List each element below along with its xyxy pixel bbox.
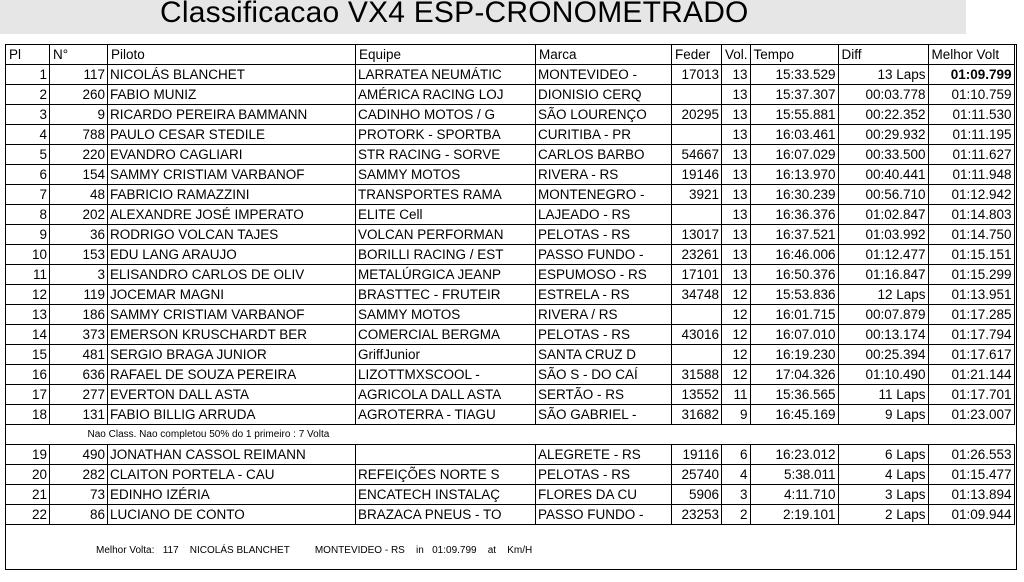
cell-number: 154 <box>50 165 108 185</box>
table-row <box>6 505 1015 525</box>
cell-marca: MONTEVIDEO - <box>536 65 672 85</box>
cell-equipe: SAMMY MOTOS <box>356 305 536 325</box>
table-row <box>6 245 1015 265</box>
not-classified-note-section <box>6 425 1015 445</box>
cell-number: 788 <box>50 125 108 145</box>
cell-melhor-volta: 01:17.617 <box>928 345 1014 365</box>
cell-feder: 54667 <box>672 145 722 165</box>
table-row <box>6 225 1015 245</box>
cell-tempo: 16:36.376 <box>750 205 838 225</box>
cell-melhor-volta: 01:17.701 <box>928 385 1014 405</box>
cell-pl: 13 <box>6 305 50 325</box>
cell-equipe: TRANSPORTES RAMA <box>356 185 536 205</box>
cell-voltas: 13 <box>722 65 751 85</box>
cell-piloto: ALEXANDRE JOSÉ IMPERATO <box>108 205 356 225</box>
cell-voltas: 12 <box>722 285 751 305</box>
cell-voltas: 3 <box>722 485 751 505</box>
cell-melhor-volta: 01:15.299 <box>928 265 1014 285</box>
cell-piloto: EVERTON DALL ASTA <box>108 385 356 405</box>
cell-melhor-volta: 01:15.151 <box>928 245 1014 265</box>
cell-number: 490 <box>50 445 108 465</box>
cell-feder <box>672 85 722 105</box>
cell-number: 9 <box>50 105 108 125</box>
best-lap-at: at <box>487 545 497 556</box>
cell-pl: 9 <box>6 225 50 245</box>
cell-feder: 17013 <box>672 65 722 85</box>
not-classified-rows <box>6 445 1015 525</box>
best-lap-unit: Km/H <box>507 545 533 556</box>
cell-equipe: REFEIÇÕES NORTE S <box>356 465 536 485</box>
cell-number: 202 <box>50 205 108 225</box>
cell-voltas: 13 <box>722 125 751 145</box>
table-row <box>6 465 1015 485</box>
cell-piloto: SERGIO BRAGA JUNIOR <box>108 345 356 365</box>
cell-voltas: 4 <box>722 465 751 485</box>
cell-diff: 9 Laps <box>838 405 928 425</box>
cell-diff: 01:02.847 <box>838 205 928 225</box>
cell-number: 3 <box>50 265 108 285</box>
cell-pl: 6 <box>6 165 50 185</box>
cell-diff: 00:56.710 <box>838 185 928 205</box>
cell-piloto: FABRICIO RAMAZZINI <box>108 185 356 205</box>
cell-tempo: 16:50.376 <box>750 265 838 285</box>
cell-tempo: 16:30.239 <box>750 185 838 205</box>
cell-diff: 00:33.500 <box>838 145 928 165</box>
cell-feder <box>672 345 722 365</box>
table-row <box>6 325 1015 345</box>
cell-equipe: AGRICOLA DALL ASTA <box>356 385 536 405</box>
cell-number: 282 <box>50 465 108 485</box>
cell-pl: 4 <box>6 125 50 145</box>
cell-equipe: STR RACING - SORVE <box>356 145 536 165</box>
cell-pl: 18 <box>6 405 50 425</box>
cell-tempo: 16:07.029 <box>750 145 838 165</box>
cell-marca: SÃO GABRIEL - <box>536 405 672 425</box>
cell-voltas: 13 <box>722 145 751 165</box>
cell-diff: 01:12.477 <box>838 245 928 265</box>
cell-diff: 6 Laps <box>838 445 928 465</box>
cell-tempo: 5:38.011 <box>750 465 838 485</box>
cell-diff: 00:22.352 <box>838 105 928 125</box>
cell-number: 636 <box>50 365 108 385</box>
cell-melhor-volta: 01:12.942 <box>928 185 1014 205</box>
table-row <box>6 65 1015 85</box>
cell-voltas: 13 <box>722 205 751 225</box>
cell-number: 73 <box>50 485 108 505</box>
cell-equipe: VOLCAN PERFORMAN <box>356 225 536 245</box>
cell-tempo: 15:33.529 <box>750 65 838 85</box>
cell-voltas: 13 <box>722 225 751 245</box>
cell-feder: 19116 <box>672 445 722 465</box>
cell-voltas: 9 <box>722 405 751 425</box>
best-lap-in: in <box>415 545 424 556</box>
cell-diff: 00:25.394 <box>838 345 928 365</box>
cell-pl: 11 <box>6 265 50 285</box>
cell-pl: 22 <box>6 505 50 525</box>
cell-voltas: 13 <box>722 245 751 265</box>
cell-diff: 00:40.441 <box>838 165 928 185</box>
cell-piloto: PAULO CESAR STEDILE <box>108 125 356 145</box>
cell-pl: 5 <box>6 145 50 165</box>
cell-piloto: ELISANDRO CARLOS DE OLIV <box>108 265 356 285</box>
cell-melhor-volta: 01:14.803 <box>928 205 1014 225</box>
table-row <box>6 385 1015 405</box>
cell-marca: MONTENEGRO - <box>536 185 672 205</box>
cell-piloto: SAMMY CRISTIAM VARBANOF <box>108 165 356 185</box>
cell-feder: 17101 <box>672 265 722 285</box>
table-row <box>6 165 1015 185</box>
cell-tempo: 15:53.836 <box>750 285 838 305</box>
cell-diff: 00:03.778 <box>838 85 928 105</box>
cell-equipe: PROTORK - SPORTBA <box>356 125 536 145</box>
cell-melhor-volta: 01:13.894 <box>928 485 1014 505</box>
cell-number: 36 <box>50 225 108 245</box>
cell-tempo: 16:23.012 <box>750 445 838 465</box>
header-row <box>6 45 1015 65</box>
cell-tempo: 16:46.006 <box>750 245 838 265</box>
cell-pl: 15 <box>6 345 50 365</box>
cell-feder <box>672 125 722 145</box>
cell-tempo: 16:03.461 <box>750 125 838 145</box>
table-row <box>6 305 1015 325</box>
cell-voltas: 6 <box>722 445 751 465</box>
cell-voltas: 2 <box>722 505 751 525</box>
cell-piloto: RODRIGO VOLCAN TAJES <box>108 225 356 245</box>
cell-feder: 31588 <box>672 365 722 385</box>
cell-diff: 01:16.847 <box>838 265 928 285</box>
cell-diff: 12 Laps <box>838 285 928 305</box>
cell-number: 373 <box>50 325 108 345</box>
cell-melhor-volta: 01:11.948 <box>928 165 1014 185</box>
cell-piloto: JONATHAN CASSOL REIMANN <box>108 445 356 465</box>
cell-diff: 13 Laps <box>838 65 928 85</box>
cell-feder: 20295 <box>672 105 722 125</box>
cell-piloto: CLAITON PORTELA - CAU <box>108 465 356 485</box>
cell-marca: ESTRELA - RS <box>536 285 672 305</box>
best-lap-footer <box>96 545 532 556</box>
table-row <box>6 85 1015 105</box>
cell-marca: SERTÃO - RS <box>536 385 672 405</box>
cell-melhor-volta: 01:11.195 <box>928 125 1014 145</box>
col-header-feder: Feder <box>672 45 722 65</box>
table-row <box>6 265 1015 285</box>
cell-marca: DIONISIO CERQ <box>536 85 672 105</box>
best-lap-city: MONTEVIDEO - RS <box>314 545 405 556</box>
cell-melhor-volta: 01:09.944 <box>928 505 1014 525</box>
cell-piloto: RICARDO PEREIRA BAMMANN <box>108 105 356 125</box>
table-row <box>6 365 1015 385</box>
cell-pl: 20 <box>6 465 50 485</box>
best-lap-pilot: NICOLÁS BLANCHET <box>189 545 290 556</box>
cell-feder: 43016 <box>672 325 722 345</box>
cell-marca: SÃO LOURENÇO <box>536 105 672 125</box>
cell-melhor-volta: 01:11.530 <box>928 105 1014 125</box>
cell-marca: ESPUMOSO - RS <box>536 265 672 285</box>
cell-pl: 16 <box>6 365 50 385</box>
cell-marca: SANTA CRUZ D <box>536 345 672 365</box>
cell-melhor-volta: 01:13.951 <box>928 285 1014 305</box>
cell-pl: 12 <box>6 285 50 305</box>
cell-piloto: FABIO BILLIG ARRUDA <box>108 405 356 425</box>
cell-number: 186 <box>50 305 108 325</box>
cell-melhor-volta: 01:23.007 <box>928 405 1014 425</box>
cell-tempo: 4:11.710 <box>750 485 838 505</box>
cell-diff: 11 Laps <box>838 385 928 405</box>
cell-melhor-volta: 01:15.477 <box>928 465 1014 485</box>
cell-melhor-volta: 01:14.750 <box>928 225 1014 245</box>
cell-tempo: 16:45.169 <box>750 405 838 425</box>
table-row <box>6 205 1015 225</box>
cell-equipe: AMÉRICA RACING LOJ <box>356 85 536 105</box>
col-header-piloto: Piloto <box>108 45 356 65</box>
cell-tempo: 16:37.521 <box>750 225 838 245</box>
cell-tempo: 16:13.970 <box>750 165 838 185</box>
cell-equipe: LIZOTTMXSCOOL - <box>356 365 536 385</box>
cell-feder: 31682 <box>672 405 722 425</box>
col-header-marca: Marca <box>536 45 672 65</box>
cell-marca: PELOTAS - RS <box>536 225 672 245</box>
cell-voltas: 12 <box>722 305 751 325</box>
cell-pl: 2 <box>6 85 50 105</box>
cell-diff: 01:10.490 <box>838 365 928 385</box>
cell-voltas: 13 <box>722 165 751 185</box>
cell-marca: CARLOS BARBO <box>536 145 672 165</box>
cell-melhor-volta: 01:10.759 <box>928 85 1014 105</box>
cell-piloto: EDINHO IZÉRIA <box>108 485 356 505</box>
cell-marca: SÃO S - DO CAÍ <box>536 365 672 385</box>
cell-tempo: 16:19.230 <box>750 345 838 365</box>
cell-melhor-volta: 01:11.627 <box>928 145 1014 165</box>
cell-number: 481 <box>50 345 108 365</box>
col-header-number: N° <box>50 45 108 65</box>
cell-feder: 34748 <box>672 285 722 305</box>
cell-melhor-volta: 01:09.799 <box>928 65 1014 85</box>
cell-melhor-volta: 01:21.144 <box>928 365 1014 385</box>
cell-voltas: 12 <box>722 325 751 345</box>
cell-tempo: 2:19.101 <box>750 505 838 525</box>
cell-melhor-volta: 01:17.285 <box>928 305 1014 325</box>
cell-diff: 00:13.174 <box>838 325 928 345</box>
cell-voltas: 11 <box>722 385 751 405</box>
cell-tempo: 15:37.307 <box>750 85 838 105</box>
cell-feder: 13552 <box>672 385 722 405</box>
cell-piloto: NICOLÁS BLANCHET <box>108 65 356 85</box>
cell-number: 119 <box>50 285 108 305</box>
cell-voltas: 13 <box>722 105 751 125</box>
cell-marca: PELOTAS - RS <box>536 465 672 485</box>
results-table <box>5 44 1015 525</box>
classified-rows <box>6 65 1015 425</box>
cell-equipe: METALÚRGICA JEANP <box>356 265 536 285</box>
cell-diff: 00:07.879 <box>838 305 928 325</box>
cell-voltas: 12 <box>722 365 751 385</box>
table-row <box>6 405 1015 425</box>
cell-piloto: RAFAEL DE SOUZA PEREIRA <box>108 365 356 385</box>
cell-feder: 13017 <box>672 225 722 245</box>
cell-number: 153 <box>50 245 108 265</box>
cell-feder <box>672 205 722 225</box>
cell-equipe: BRAZACA PNEUS - TO <box>356 505 536 525</box>
best-lap-number: 117 <box>162 545 179 556</box>
cell-equipe: AGROTERRA - TIAGU <box>356 405 536 425</box>
cell-tempo: 16:07.010 <box>750 325 838 345</box>
cell-piloto: SAMMY CRISTIAM VARBANOF <box>108 305 356 325</box>
cell-feder: 3921 <box>672 185 722 205</box>
cell-feder: 5906 <box>672 485 722 505</box>
table-row <box>6 485 1015 505</box>
col-header-vol: Vol. <box>722 45 751 65</box>
cell-piloto: EVANDRO CAGLIARI <box>108 145 356 165</box>
cell-melhor-volta: 01:26.553 <box>928 445 1014 465</box>
cell-diff: 3 Laps <box>838 485 928 505</box>
cell-diff: 00:29.932 <box>838 125 928 145</box>
best-lap-label: Melhor Volta: <box>96 545 155 556</box>
cell-number: 277 <box>50 385 108 405</box>
cell-equipe: ELITE Cell <box>356 205 536 225</box>
cell-feder <box>672 305 722 325</box>
title-bar <box>0 0 966 34</box>
cell-marca: FLORES DA CU <box>536 485 672 505</box>
cell-feder: 23253 <box>672 505 722 525</box>
cell-pl: 21 <box>6 485 50 505</box>
cell-equipe: BRASTTEC - FRUTEIR <box>356 285 536 305</box>
cell-marca: PASSO FUNDO - <box>536 245 672 265</box>
cell-tempo: 16:01.715 <box>750 305 838 325</box>
note-row <box>6 425 1015 445</box>
cell-number: 131 <box>50 405 108 425</box>
cell-equipe: CADINHO MOTOS / G <box>356 105 536 125</box>
cell-pl: 8 <box>6 205 50 225</box>
cell-marca: RIVERA / RS <box>536 305 672 325</box>
col-header-melhor-volta: Melhor Volt <box>928 45 1014 65</box>
cell-piloto: EDU LANG ARAUJO <box>108 245 356 265</box>
col-header-equipe: Equipe <box>356 45 536 65</box>
cell-voltas: 13 <box>722 185 751 205</box>
cell-number: 48 <box>50 185 108 205</box>
cell-equipe: LARRATEA NEUMÁTIC <box>356 65 536 85</box>
cell-number: 260 <box>50 85 108 105</box>
cell-tempo: 17:04.326 <box>750 365 838 385</box>
table-row <box>6 285 1015 305</box>
cell-piloto: LUCIANO DE CONTO <box>108 505 356 525</box>
cell-pl: 1 <box>6 65 50 85</box>
cell-piloto: FABIO MUNIZ <box>108 85 356 105</box>
cell-voltas: 13 <box>722 265 751 285</box>
table-row <box>6 145 1015 165</box>
cell-feder: 25740 <box>672 465 722 485</box>
cell-pl: 14 <box>6 325 50 345</box>
table-row <box>6 345 1015 365</box>
cell-equipe: GriffJunior <box>356 345 536 365</box>
cell-marca: PASSO FUNDO - <box>536 505 672 525</box>
cell-tempo: 15:55.881 <box>750 105 838 125</box>
cell-equipe <box>356 445 536 465</box>
cell-pl: 10 <box>6 245 50 265</box>
cell-equipe: SAMMY MOTOS <box>356 165 536 185</box>
cell-marca: LAJEADO - RS <box>536 205 672 225</box>
cell-number: 220 <box>50 145 108 165</box>
cell-voltas: 13 <box>722 85 751 105</box>
cell-number: 117 <box>50 65 108 85</box>
table-row <box>6 445 1015 465</box>
not-classified-note: Nao Class. Nao completou 50% do 1 primeiro : 7 Volta <box>87 429 330 440</box>
table-row <box>6 185 1015 205</box>
cell-marca: RIVERA - RS <box>536 165 672 185</box>
cell-marca: CURITIBA - PR <box>536 125 672 145</box>
cell-melhor-volta: 01:17.794 <box>928 325 1014 345</box>
col-header-pl: Pl <box>6 45 50 65</box>
cell-pl: 17 <box>6 385 50 405</box>
cell-voltas: 12 <box>722 345 751 365</box>
cell-diff: 2 Laps <box>838 505 928 525</box>
cell-pl: 7 <box>6 185 50 205</box>
col-header-diff: Diff <box>838 45 928 65</box>
cell-equipe: BORILLI RACING / EST <box>356 245 536 265</box>
page-title: Classificacao VX4 ESP-CRONOMETRADO <box>160 0 749 29</box>
cell-diff: 01:03.992 <box>838 225 928 245</box>
cell-diff: 4 Laps <box>838 465 928 485</box>
cell-number: 86 <box>50 505 108 525</box>
cell-pl: 3 <box>6 105 50 125</box>
cell-equipe: COMERCIAL BERGMA <box>356 325 536 345</box>
best-lap-time: 01:09.799 <box>432 545 477 556</box>
cell-equipe: ENCATECH INSTALAÇ <box>356 485 536 505</box>
cell-pl: 19 <box>6 445 50 465</box>
table-row <box>6 105 1015 125</box>
cell-feder: 19146 <box>672 165 722 185</box>
col-header-tempo: Tempo <box>750 45 838 65</box>
cell-piloto: EMERSON KRUSCHARDT BER <box>108 325 356 345</box>
cell-piloto: JOCEMAR MAGNI <box>108 285 356 305</box>
table-row <box>6 125 1015 145</box>
cell-marca: ALEGRETE - RS <box>536 445 672 465</box>
cell-tempo: 15:36.565 <box>750 385 838 405</box>
cell-marca: PELOTAS - RS <box>536 325 672 345</box>
cell-feder: 23261 <box>672 245 722 265</box>
